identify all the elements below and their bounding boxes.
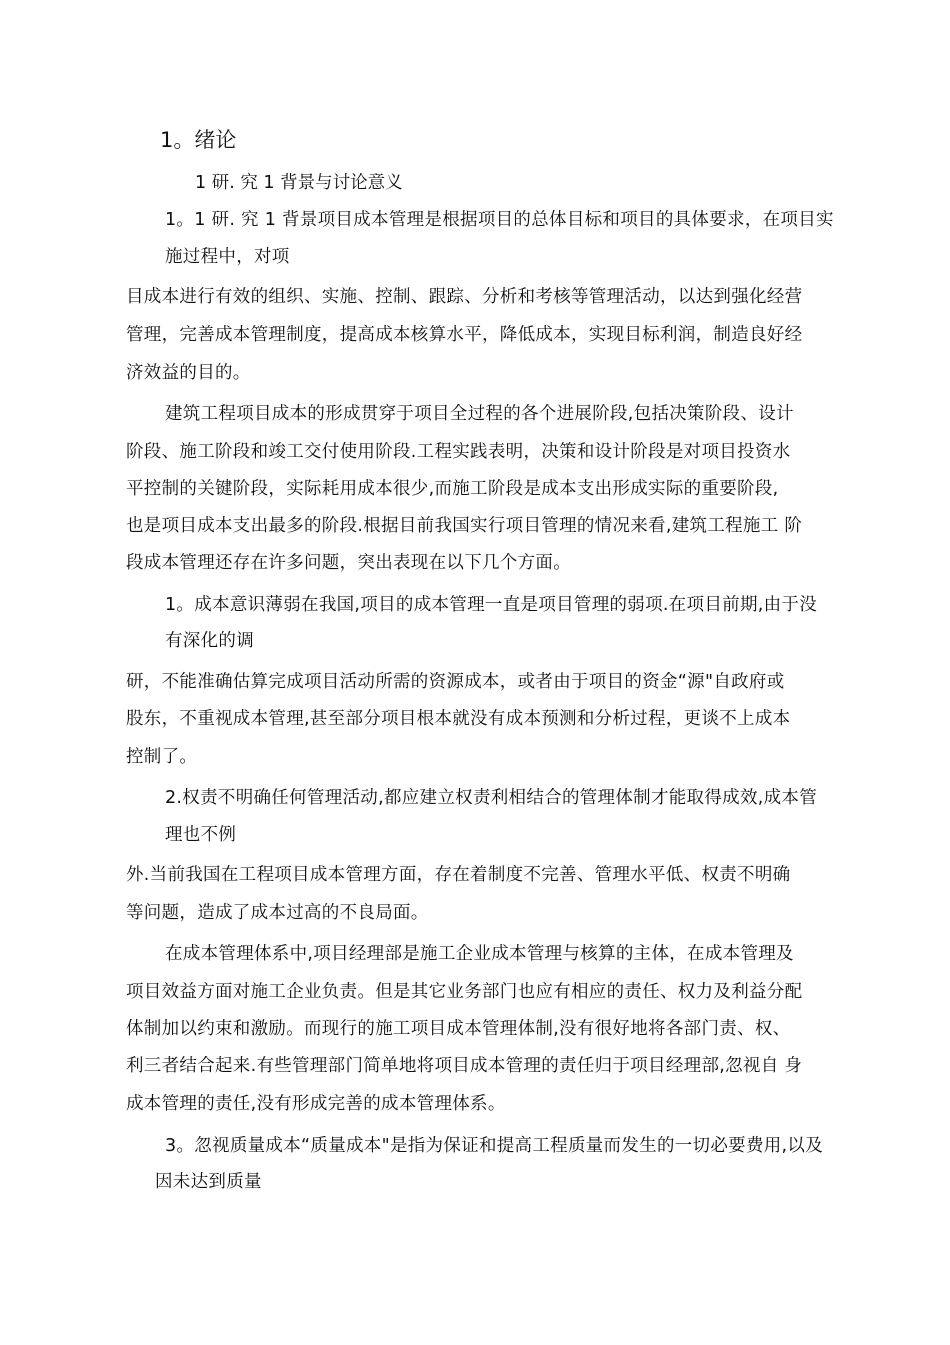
body-line: 项目效益方面对施工企业负责。但是其它业务部门也应有相应的责任、权力及利益分配 [126,982,803,1002]
body-line: 股东，不重视成本管理,甚至部分项目根本就没有成本预测和分析过程，更谈不上成本 [126,709,791,729]
body-line: 研，不能准确估算完成项目活动所需的资源成本，或者由于项目的资金“源"自政府或 [126,672,785,692]
chapter-title: 1。绪论 [160,128,237,152]
body-line: 1。成本意识薄弱在我国,项目的成本管理一直是项目管理的弱项.在项目前期,由于没 [165,595,818,615]
body-line: 平控制的关键阶段，实际耗用成本很少,而施工阶段是成本支出形成实际的重要阶段, [126,479,779,499]
body-line: 体制加以约束和激励。而现行的施工项目成本管理体制,没有很好地将各部门责、权、 [126,1019,791,1039]
body-line: 管理，完善成本管理制度，提高成本核算水平，降低成本，实现目标利润，制造良好经 [126,325,803,345]
body-line: 建筑工程项目成本的形成贯穿于项目全过程的各个进展阶段,包括决策阶段、设计 [165,404,794,424]
body-line: 施过程中，对项 [165,247,290,267]
body-line: 控制了。 [126,747,198,767]
body-line: 阶段、施工阶段和竣工交付使用阶段.工程实践表明，决策和设计阶段是对项目投资水 [126,442,791,462]
body-line: 成本管理的责任,没有形成完善的成本管理体系。 [126,1094,506,1114]
body-line: 外.当前我国在工程项目成本管理方面，存在着制度不完善、管理水平低、权责不明确 [126,865,791,885]
section-title: 1 研. 究 1 背景与讨论意义 [195,173,403,193]
body-line: 2.权责不明确任何管理活动,都应建立权责利相结合的管理体制才能取得成效,成本管 [165,788,818,808]
body-line: 等问题，造成了成本过高的不良局面。 [126,903,429,923]
body-line: 段成本管理还存在许多问题，突出表现在以下几个方面。 [126,553,571,573]
body-line: 有深化的调 [165,631,254,651]
body-line: 济效益的目的。 [126,363,251,383]
body-line: 也是项目成本支出最多的阶段.根据目前我国实行项目管理的情况来看,建筑工程施工 阶 [126,516,803,536]
body-line: 因未达到质量 [155,1172,262,1192]
body-line: 在成本管理体系中,项目经理部是施工企业成本管理与核算的主体，在成本管理及 [165,944,794,964]
body-line: 3。忽视质量成本“质量成本"是指为保证和提高工程质量而发生的一切必要费用,以及 [165,1136,824,1156]
body-line: 1。1 研. 究 1 背景项目成本管理是根据项目的总体目标和项目的具体要求，在项目实 [165,210,834,230]
body-line: 理也不例 [165,825,237,845]
body-line: 利三者结合起来.有些管理部门简单地将项目成本管理的责任归于项目经理部,忽视自 身 [126,1056,803,1076]
body-line: 目成本进行有效的组织、实施、控制、跟踪、分析和考核等管理活动，以达到强化经营 [126,287,803,307]
